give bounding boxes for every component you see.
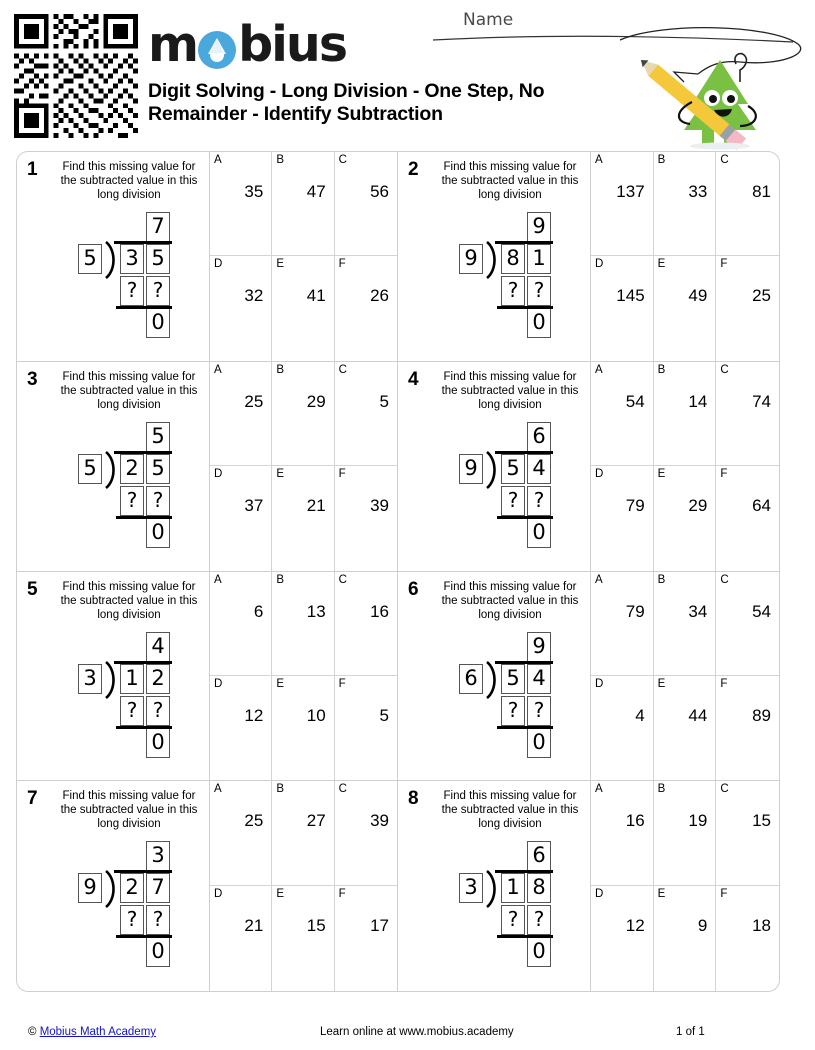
option-value: 25 xyxy=(244,391,264,411)
division-layout xyxy=(439,630,559,758)
answer-option-b[interactable] xyxy=(272,362,334,466)
divisor-digit: 3 xyxy=(78,664,102,694)
division-bracket-icon xyxy=(104,241,120,277)
division-bracket-icon xyxy=(104,451,120,487)
option-value: 49 xyxy=(688,286,708,306)
problem-2 xyxy=(398,152,779,362)
problem-prompt: Find this missing value for the subtracted value in this long division xyxy=(60,580,198,621)
page-header xyxy=(0,0,815,148)
subtrahend-digit-1: ? xyxy=(501,276,525,306)
option-letter: F xyxy=(720,677,728,690)
answer-option-e[interactable] xyxy=(654,676,717,780)
remainder-digit: 0 xyxy=(527,308,551,338)
dividend-digit-2: 4 xyxy=(527,454,551,484)
answer-option-c[interactable] xyxy=(716,572,779,676)
option-letter: A xyxy=(595,363,603,376)
answer-option-e[interactable] xyxy=(654,466,717,570)
option-value: 19 xyxy=(688,811,708,831)
subtraction-line xyxy=(497,306,553,309)
option-value: 74 xyxy=(752,391,771,411)
option-letter: D xyxy=(214,888,223,901)
option-value: 35 xyxy=(244,182,264,201)
option-letter: A xyxy=(214,363,222,376)
answer-option-e[interactable] xyxy=(272,256,334,360)
answer-options xyxy=(209,362,397,571)
option-value: 18 xyxy=(752,916,771,936)
option-value: 16 xyxy=(625,811,645,831)
page-footer xyxy=(0,1022,815,1048)
option-value: 5 xyxy=(379,705,389,725)
long-division-diagram xyxy=(410,839,588,969)
division-bracket-icon xyxy=(485,870,501,906)
answer-option-a[interactable] xyxy=(210,781,272,886)
option-value: 56 xyxy=(370,182,389,201)
tree-mascot-with-pencil-icon xyxy=(620,26,815,150)
answer-option-f[interactable] xyxy=(716,886,779,991)
subtrahend-digit-1: ? xyxy=(120,486,144,516)
logo-letters-bius: bius xyxy=(238,16,346,73)
subtrahend-digit-2: ? xyxy=(146,486,170,516)
division-bracket-icon xyxy=(104,661,120,697)
problem-number: 7 xyxy=(27,788,38,810)
quotient-digit: 9 xyxy=(527,212,551,242)
answer-option-c[interactable] xyxy=(335,152,397,256)
option-value: 5 xyxy=(379,391,389,411)
problems-grid xyxy=(16,151,780,992)
subtrahend-digit-1: ? xyxy=(501,486,525,516)
answer-option-e[interactable] xyxy=(272,886,334,991)
dividend-digit-1: 5 xyxy=(501,664,525,694)
page-number: 1 of 1 xyxy=(676,1026,705,1038)
option-value: 16 xyxy=(370,601,389,621)
quotient-digit: 9 xyxy=(527,632,551,662)
option-letter: E xyxy=(657,888,666,901)
answer-options xyxy=(590,781,779,991)
answer-option-a[interactable] xyxy=(591,362,654,466)
answer-option-a[interactable] xyxy=(591,781,654,886)
option-letter: E xyxy=(276,677,284,690)
subtrahend-digit-2: ? xyxy=(146,905,170,935)
problem-statement xyxy=(398,152,590,361)
answer-option-c[interactable] xyxy=(716,781,779,886)
problem-7 xyxy=(17,781,398,991)
answer-options xyxy=(209,152,397,361)
remainder-digit: 0 xyxy=(146,937,170,967)
answer-options xyxy=(590,152,779,361)
option-letter: A xyxy=(595,783,603,796)
answer-option-f[interactable] xyxy=(335,256,397,360)
option-value: 25 xyxy=(752,286,771,306)
long-division-diagram xyxy=(29,420,207,550)
dividend-digit-2: 5 xyxy=(146,454,170,484)
option-letter: C xyxy=(338,363,347,376)
problem-number: 2 xyxy=(408,159,419,180)
quotient-digit: 6 xyxy=(527,422,551,452)
answer-option-a[interactable] xyxy=(210,362,272,466)
page-title: Digit Solving - Long Division - One Step, No Remainder - Identify Subtraction xyxy=(148,80,545,125)
subtrahend-digit-2: ? xyxy=(527,276,551,306)
option-value: 54 xyxy=(752,601,771,621)
name-label: Name xyxy=(463,10,514,30)
option-value: 21 xyxy=(306,496,326,516)
option-letter: C xyxy=(338,783,347,796)
remainder-digit: 0 xyxy=(527,937,551,967)
subtrahend-digit-2: ? xyxy=(146,696,170,726)
option-letter: D xyxy=(214,468,223,481)
option-value: 81 xyxy=(752,182,771,201)
option-letter: E xyxy=(657,677,666,690)
option-letter: F xyxy=(338,888,346,901)
division-layout xyxy=(439,210,559,338)
option-value: 47 xyxy=(306,182,326,201)
answer-option-d[interactable] xyxy=(591,256,654,360)
option-value: 145 xyxy=(616,286,645,306)
option-letter: F xyxy=(720,468,728,481)
divisor-digit: 5 xyxy=(78,244,102,274)
answer-option-c[interactable] xyxy=(335,362,397,466)
problem-prompt: Find this missing value for the subtracted value in this long division xyxy=(60,161,198,201)
problem-statement xyxy=(17,572,209,781)
copyright-notice xyxy=(28,1026,156,1038)
dividend-digit-2: 8 xyxy=(527,873,551,903)
option-value: 41 xyxy=(306,286,326,306)
answer-option-b[interactable] xyxy=(654,362,717,466)
division-layout xyxy=(58,420,178,548)
problem-prompt: Find this missing value for the subtracted value in this long division xyxy=(441,161,579,201)
subtrahend-digit-2: ? xyxy=(527,696,551,726)
answer-option-d[interactable] xyxy=(210,466,272,570)
option-letter: F xyxy=(338,468,346,481)
divisor-digit: 3 xyxy=(459,873,483,903)
answer-options xyxy=(590,572,779,781)
subtraction-line xyxy=(497,726,553,729)
division-vinculum xyxy=(495,451,553,454)
logo-letter-m: m xyxy=(148,16,198,73)
option-letter: C xyxy=(338,573,347,586)
answer-options xyxy=(209,781,397,991)
option-letter: E xyxy=(276,258,284,271)
subtrahend-digit-2: ? xyxy=(527,486,551,516)
problem-3 xyxy=(17,362,398,572)
option-value: 89 xyxy=(752,705,771,725)
option-value: 54 xyxy=(625,391,645,411)
division-vinculum xyxy=(114,451,172,454)
option-letter: E xyxy=(657,468,666,481)
option-letter: C xyxy=(720,154,729,166)
problem-prompt: Find this missing value for the subtracted value in this long division xyxy=(60,370,198,411)
long-division-diagram xyxy=(410,420,588,550)
option-value: 15 xyxy=(306,916,326,936)
answer-option-d[interactable] xyxy=(591,676,654,780)
division-bracket-icon xyxy=(485,241,501,277)
answer-option-d[interactable] xyxy=(591,466,654,570)
answer-option-f[interactable] xyxy=(716,256,779,360)
problem-1 xyxy=(17,152,398,362)
option-letter: A xyxy=(214,154,222,166)
option-value: 29 xyxy=(306,391,326,411)
answer-option-f[interactable] xyxy=(716,466,779,570)
division-bracket-icon xyxy=(485,661,501,697)
problem-statement xyxy=(17,152,209,361)
answer-option-b[interactable] xyxy=(654,152,717,256)
subtrahend-digit-1: ? xyxy=(501,696,525,726)
problem-6 xyxy=(398,572,779,782)
option-letter: E xyxy=(276,888,284,901)
option-value: 14 xyxy=(688,391,708,411)
subtraction-line xyxy=(116,516,172,519)
division-vinculum xyxy=(495,661,553,664)
answer-option-d[interactable] xyxy=(210,886,272,991)
answer-option-f[interactable] xyxy=(335,676,397,780)
problem-number: 3 xyxy=(27,368,38,390)
dividend-digit-1: 1 xyxy=(501,873,525,903)
division-vinculum xyxy=(114,241,172,244)
qr-code-icon xyxy=(14,14,138,138)
division-bracket-icon xyxy=(485,451,501,487)
subtraction-line xyxy=(497,516,553,519)
quotient-digit: 7 xyxy=(146,212,170,242)
option-letter: C xyxy=(720,363,729,376)
long-division-diagram xyxy=(29,839,207,969)
answer-option-e[interactable] xyxy=(272,466,334,570)
subtrahend-digit-1: ? xyxy=(120,276,144,306)
division-vinculum xyxy=(495,241,553,244)
subtrahend-digit-2: ? xyxy=(527,905,551,935)
option-value: 39 xyxy=(370,496,389,516)
answer-option-c[interactable] xyxy=(716,152,779,256)
subtraction-line xyxy=(116,935,172,938)
problem-number: 1 xyxy=(27,159,38,180)
problem-number: 8 xyxy=(408,788,419,810)
answer-option-f[interactable] xyxy=(335,886,397,991)
answer-option-a[interactable] xyxy=(210,152,272,256)
option-value: 29 xyxy=(688,496,708,516)
division-layout xyxy=(439,839,559,967)
divisor-digit: 9 xyxy=(459,454,483,484)
remainder-digit: 0 xyxy=(527,728,551,758)
option-letter: B xyxy=(657,573,666,586)
subtraction-line xyxy=(116,306,172,309)
option-value: 34 xyxy=(688,601,708,621)
option-letter: B xyxy=(657,154,666,166)
division-vinculum xyxy=(114,870,172,873)
divisor-digit: 6 xyxy=(459,664,483,694)
answer-option-a[interactable] xyxy=(210,572,272,676)
option-letter: B xyxy=(657,363,666,376)
option-value: 21 xyxy=(244,916,264,936)
option-letter: D xyxy=(595,677,604,690)
option-letter: E xyxy=(276,468,284,481)
quotient-digit: 4 xyxy=(146,632,170,662)
subtrahend-digit-1: ? xyxy=(120,696,144,726)
problem-prompt: Find this missing value for the subtracted value in this long division xyxy=(441,790,579,831)
problem-5 xyxy=(17,572,398,782)
divisor-digit: 5 xyxy=(78,454,102,484)
option-value: 6 xyxy=(253,601,264,621)
division-layout xyxy=(58,630,178,758)
answer-option-d[interactable] xyxy=(591,886,654,991)
subtrahend-digit-2: ? xyxy=(146,276,170,306)
dividend-digit-1: 1 xyxy=(120,664,144,694)
quotient-digit: 5 xyxy=(146,422,170,452)
division-layout xyxy=(58,210,178,338)
answer-option-e[interactable] xyxy=(654,886,717,991)
answer-option-c[interactable] xyxy=(716,362,779,466)
option-letter: D xyxy=(595,888,604,901)
option-value: 17 xyxy=(370,916,389,936)
option-value: 9 xyxy=(697,916,708,936)
option-letter: F xyxy=(720,258,728,271)
answer-option-f[interactable] xyxy=(716,676,779,780)
problem-8 xyxy=(398,781,779,991)
answer-option-f[interactable] xyxy=(335,466,397,570)
answer-options xyxy=(209,572,397,781)
dividend-digit-1: 2 xyxy=(120,454,144,484)
answer-option-a[interactable] xyxy=(591,572,654,676)
dividend-digit-1: 3 xyxy=(120,244,144,274)
option-value: 13 xyxy=(306,601,326,621)
long-division-diagram xyxy=(410,210,588,340)
option-letter: D xyxy=(214,258,223,271)
answer-option-d[interactable] xyxy=(210,676,272,780)
remainder-digit: 0 xyxy=(146,518,170,548)
option-letter: A xyxy=(595,154,603,166)
problem-statement xyxy=(17,781,209,991)
option-letter: B xyxy=(276,363,284,376)
option-letter: E xyxy=(657,258,666,271)
option-value: 37 xyxy=(244,496,264,516)
problem-statement xyxy=(398,781,590,991)
option-value: 64 xyxy=(752,496,771,516)
option-value: 4 xyxy=(635,705,645,725)
division-layout xyxy=(58,839,178,967)
option-letter: C xyxy=(720,573,729,586)
quotient-digit: 3 xyxy=(146,841,170,871)
option-letter: F xyxy=(338,258,346,271)
answer-options xyxy=(590,362,779,571)
answer-option-c[interactable] xyxy=(335,781,397,886)
remainder-digit: 0 xyxy=(527,518,551,548)
divisor-digit: 9 xyxy=(459,244,483,274)
option-letter: F xyxy=(338,677,346,690)
division-vinculum xyxy=(114,661,172,664)
problem-prompt: Find this missing value for the subtracted value in this long division xyxy=(60,790,198,831)
long-division-diagram xyxy=(29,630,207,760)
dividend-digit-2: 7 xyxy=(146,873,170,903)
option-letter: B xyxy=(276,573,284,586)
option-letter: A xyxy=(595,573,603,586)
dividend-digit-1: 2 xyxy=(120,873,144,903)
option-value: 27 xyxy=(306,811,326,831)
answer-option-e[interactable] xyxy=(272,676,334,780)
option-letter: F xyxy=(720,888,728,901)
division-layout xyxy=(439,420,559,548)
option-value: 137 xyxy=(616,182,645,201)
problem-prompt: Find this missing value for the subtracted value in this long division xyxy=(441,580,579,621)
problem-statement xyxy=(398,362,590,571)
option-value: 44 xyxy=(688,705,708,725)
dividend-digit-2: 5 xyxy=(146,244,170,274)
subtrahend-digit-1: ? xyxy=(501,905,525,935)
dividend-digit-2: 1 xyxy=(527,244,551,274)
subtraction-line xyxy=(497,935,553,938)
option-value: 39 xyxy=(370,811,389,831)
option-value: 26 xyxy=(370,286,389,306)
copyright-symbol: © xyxy=(28,1026,37,1038)
long-division-diagram xyxy=(29,210,207,340)
subtraction-line xyxy=(116,726,172,729)
dividend-digit-2: 4 xyxy=(527,664,551,694)
option-letter: C xyxy=(720,783,729,796)
long-division-diagram xyxy=(410,630,588,760)
answer-option-e[interactable] xyxy=(654,256,717,360)
mobius-loop-icon xyxy=(197,28,237,68)
answer-option-b[interactable] xyxy=(272,572,334,676)
answer-option-c[interactable] xyxy=(335,572,397,676)
option-value: 12 xyxy=(244,705,264,725)
problem-4 xyxy=(398,362,779,572)
quotient-digit: 6 xyxy=(527,841,551,871)
answer-option-b[interactable] xyxy=(272,781,334,886)
problem-number: 6 xyxy=(408,578,419,600)
option-value: 25 xyxy=(244,811,264,831)
division-vinculum xyxy=(495,870,553,873)
dividend-digit-2: 2 xyxy=(146,664,170,694)
answer-option-b[interactable] xyxy=(272,152,334,256)
answer-option-a[interactable] xyxy=(591,152,654,256)
option-letter: D xyxy=(595,258,604,271)
divisor-digit: 9 xyxy=(78,873,102,903)
option-value: 79 xyxy=(625,496,645,516)
problem-number: 5 xyxy=(27,578,38,600)
division-bracket-icon xyxy=(104,870,120,906)
problem-statement xyxy=(398,572,590,781)
mobius-math-academy-link[interactable]: Mobius Math Academy xyxy=(39,1026,157,1038)
answer-option-d[interactable] xyxy=(210,256,272,360)
answer-option-b[interactable] xyxy=(654,781,717,886)
option-letter: A xyxy=(214,783,222,796)
remainder-digit: 0 xyxy=(146,308,170,338)
dividend-digit-1: 8 xyxy=(501,244,525,274)
remainder-digit: 0 xyxy=(146,728,170,758)
answer-option-b[interactable] xyxy=(654,572,717,676)
subtrahend-digit-1: ? xyxy=(120,905,144,935)
option-value: 10 xyxy=(306,705,326,725)
option-letter: B xyxy=(276,154,284,166)
option-value: 33 xyxy=(688,182,708,201)
learn-online-text: Learn online at www.mobius.academy xyxy=(320,1026,514,1038)
option-letter: C xyxy=(338,154,347,166)
option-value: 12 xyxy=(625,916,645,936)
problem-prompt: Find this missing value for the subtracted value in this long division xyxy=(441,370,579,411)
option-letter: B xyxy=(276,783,284,796)
option-letter: D xyxy=(214,677,223,690)
option-value: 79 xyxy=(625,601,645,621)
dividend-digit-1: 5 xyxy=(501,454,525,484)
option-letter: D xyxy=(595,468,604,481)
option-letter: A xyxy=(214,573,222,586)
option-letter: B xyxy=(657,783,666,796)
problem-number: 4 xyxy=(408,368,419,390)
option-value: 32 xyxy=(244,286,264,306)
option-value: 15 xyxy=(752,811,771,831)
problem-statement xyxy=(17,362,209,571)
